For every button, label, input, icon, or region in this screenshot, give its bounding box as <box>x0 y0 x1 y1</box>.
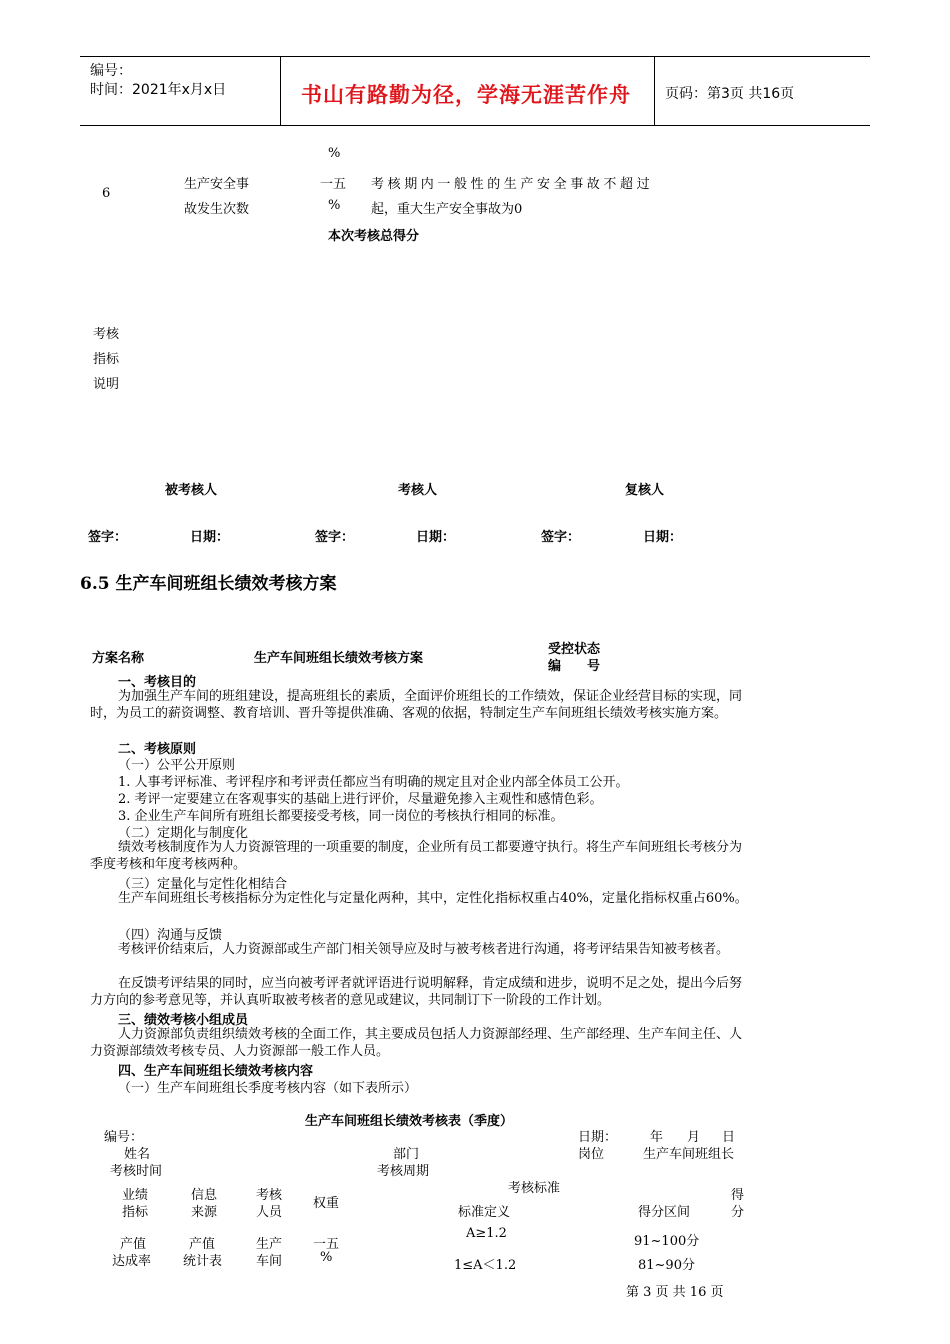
header-time-label: 时间：2021年x月x日 <box>90 82 227 98</box>
reviewer-label: 复核人 <box>625 483 665 498</box>
qt-row1-weight-1: 一五 <box>313 1237 340 1252</box>
qt-row1-staff-2: 车间 <box>256 1254 283 1269</box>
qt-col-def: 标准定义 <box>458 1205 511 1220</box>
qt-col-score-2: 分 <box>731 1205 745 1220</box>
qt-row1-src-2: 统计表 <box>183 1254 223 1269</box>
page-header <box>80 56 870 126</box>
qt-date-label: 日期： <box>578 1130 618 1145</box>
header-left-cell <box>80 57 281 125</box>
paragraph-4: 考核评价结束后，人力资源部或生产部门相关领导应及时与被考核者进行沟通，将考评结果告知被考核者。 <box>118 942 730 957</box>
note-label-1: 考核 <box>93 327 120 342</box>
date-label-3: 日期： <box>643 530 683 545</box>
weight-line1: 一五 <box>320 177 347 192</box>
standard-line2: 起，重大生产安全事故为0 <box>371 202 523 217</box>
qt-row1-weight-2: % <box>320 1250 333 1265</box>
qt-row1-def-1: A≥1.2 <box>466 1226 507 1241</box>
scheme-name-label: 方案名称 <box>92 651 145 666</box>
qt-row1-range-2: 81~90分 <box>638 1258 695 1273</box>
note-label-3: 说明 <box>93 377 120 392</box>
qt-row1-range-1: 91~100分 <box>634 1234 700 1249</box>
paragraph-5: 在反馈考评结果的同时，应当向被考评者就评语进行说明解释，肯定成绩和进步，说明不足之处，提出今后努力方向的参考意见等，并认真听取被考核者的意见或建议，共同制订下一阶段的工作计划。 <box>90 976 743 1008</box>
header-number-label: 编号： <box>90 63 132 79</box>
control-status-label: 受控状态 <box>548 642 601 657</box>
qt-col-perf-1: 业绩 <box>122 1188 149 1203</box>
weight-line2: % <box>328 198 341 213</box>
heading-4: 四、生产车间班组长绩效考核内容 <box>118 1064 314 1079</box>
appraiser-label: 考核人 <box>398 483 438 498</box>
sign-label-1: 签字： <box>88 530 128 545</box>
qt-time-label: 考核时间 <box>110 1164 163 1179</box>
subheading-5: （一）生产车间班组长季度考核内容（如下表所示） <box>118 1081 418 1096</box>
qt-col-staff-1: 考核 <box>256 1188 283 1203</box>
sign-label-3: 签字： <box>541 530 581 545</box>
indicator-line2: 故发生次数 <box>184 202 250 217</box>
qt-row1-ind-1: 产值 <box>120 1237 147 1252</box>
list-item-3: 3. 企业生产车间所有班组长都要接受考核，同一岗位的考核执行相同的标准。 <box>118 809 564 824</box>
header-motto-cell <box>281 57 655 125</box>
subheading-4: （四）沟通与反馈 <box>118 928 223 943</box>
header-page-cell <box>655 57 870 125</box>
qt-name-label: 姓名 <box>124 1147 151 1162</box>
appraisee-label: 被考核人 <box>165 483 218 498</box>
qt-row1-ind-2: 达成率 <box>112 1254 152 1269</box>
qt-row1-def-2: 1≤A＜1.2 <box>454 1258 517 1273</box>
row-number: 6 <box>102 186 111 201</box>
section-title: 6.5 生产车间班组长绩效考核方案 <box>80 574 337 594</box>
qt-col-standard: 考核标准 <box>508 1181 561 1196</box>
qt-day: 日 <box>722 1130 736 1145</box>
list-item-1: 1. 人事考评标准、考评程序和考评责任都应当有明确的规定且对企业内部全体员工公开。 <box>118 775 629 790</box>
qt-row1-staff-1: 生产 <box>256 1237 283 1252</box>
paragraph-6: 人力资源部负责组织绩效考核的全面工作，其主要成员包括人力资源部经理、生产部经理、生产车间主任、人力资源部绩效考核专员、人力资源部一般工作人员。 <box>90 1027 743 1059</box>
qt-dept-label: 部门 <box>393 1147 420 1162</box>
indicator-line1: 生产安全事 <box>184 177 250 192</box>
paragraph-2: 绩效考核制度作为人力资源管理的一项重要的制度，企业所有员工都要遵守执行。将生产车间班组长考核分为季度考核和年度考核两种。 <box>90 840 743 872</box>
subheading-2: （二）定期化与制度化 <box>118 826 249 841</box>
qt-col-staff-2: 人员 <box>256 1205 283 1220</box>
header-page-label: 页码：第3页 共16页 <box>665 86 795 102</box>
qt-col-info-1: 信息 <box>191 1188 218 1203</box>
subheading-3: （三）定量化与定性化相结合 <box>118 877 288 892</box>
standard-line1: 考核期内一般性的生产安全事故不超过 <box>371 177 654 192</box>
total-score-label: 本次考核总得分 <box>328 229 420 244</box>
qt-col-score-1: 得 <box>731 1188 745 1203</box>
header-motto: 书山有路勤为径，学海无涯苦作舟 <box>301 83 631 107</box>
heading-1: 一、考核目的 <box>118 675 197 690</box>
heading-3: 三、绩效考核小组成员 <box>118 1013 249 1028</box>
sign-label-2: 签字： <box>315 530 355 545</box>
qt-col-weight: 权重 <box>313 1196 340 1211</box>
qt-number-label: 编号： <box>104 1130 144 1145</box>
qt-position-value: 生产车间班组长 <box>643 1147 735 1162</box>
qt-month: 月 <box>687 1130 701 1145</box>
qt-year: 年 <box>650 1130 664 1145</box>
qt-position-label: 岗位 <box>578 1147 605 1162</box>
footer-page-number: 第 3 页 共 16 页 <box>626 1285 724 1300</box>
paragraph-3: 生产车间班组长考核指标分为定性化与定量化两种，其中，定性化指标权重占40%，定量化指标权重占60%。 <box>118 891 748 906</box>
qt-row1-src-1: 产值 <box>189 1237 216 1252</box>
note-label-2: 指标 <box>93 352 120 367</box>
date-label-1: 日期： <box>190 530 230 545</box>
qt-col-perf-2: 指标 <box>122 1205 149 1220</box>
paragraph-1: 为加强生产车间的班组建设，提高班组长的素质，全面评价班组长的工作绩效，保证企业经营目标的实现，同时，为员工的薪资调整、教育培训、晋升等提供准确、客观的依据，特制定生产车间班组长绩效考核实施方案。 <box>90 689 743 721</box>
date-label-2: 日期： <box>416 530 456 545</box>
quarter-table-title: 生产车间班组长绩效考核表（季度） <box>305 1114 514 1129</box>
scheme-name-value: 生产车间班组长绩效考核方案 <box>254 651 424 666</box>
subheading-1: （一）公平公开原则 <box>118 758 236 773</box>
list-item-2: 2. 考评一定要建立在客观事实的基础上进行评价，尽量避免掺入主观性和感情色彩。 <box>118 792 603 807</box>
qt-col-range: 得分区间 <box>638 1205 691 1220</box>
percent-top: % <box>328 146 341 161</box>
heading-2: 二、考核原则 <box>118 742 197 757</box>
scheme-number-label: 编 号 <box>548 659 601 674</box>
qt-period-label: 考核周期 <box>377 1164 430 1179</box>
qt-col-info-2: 来源 <box>191 1205 218 1220</box>
